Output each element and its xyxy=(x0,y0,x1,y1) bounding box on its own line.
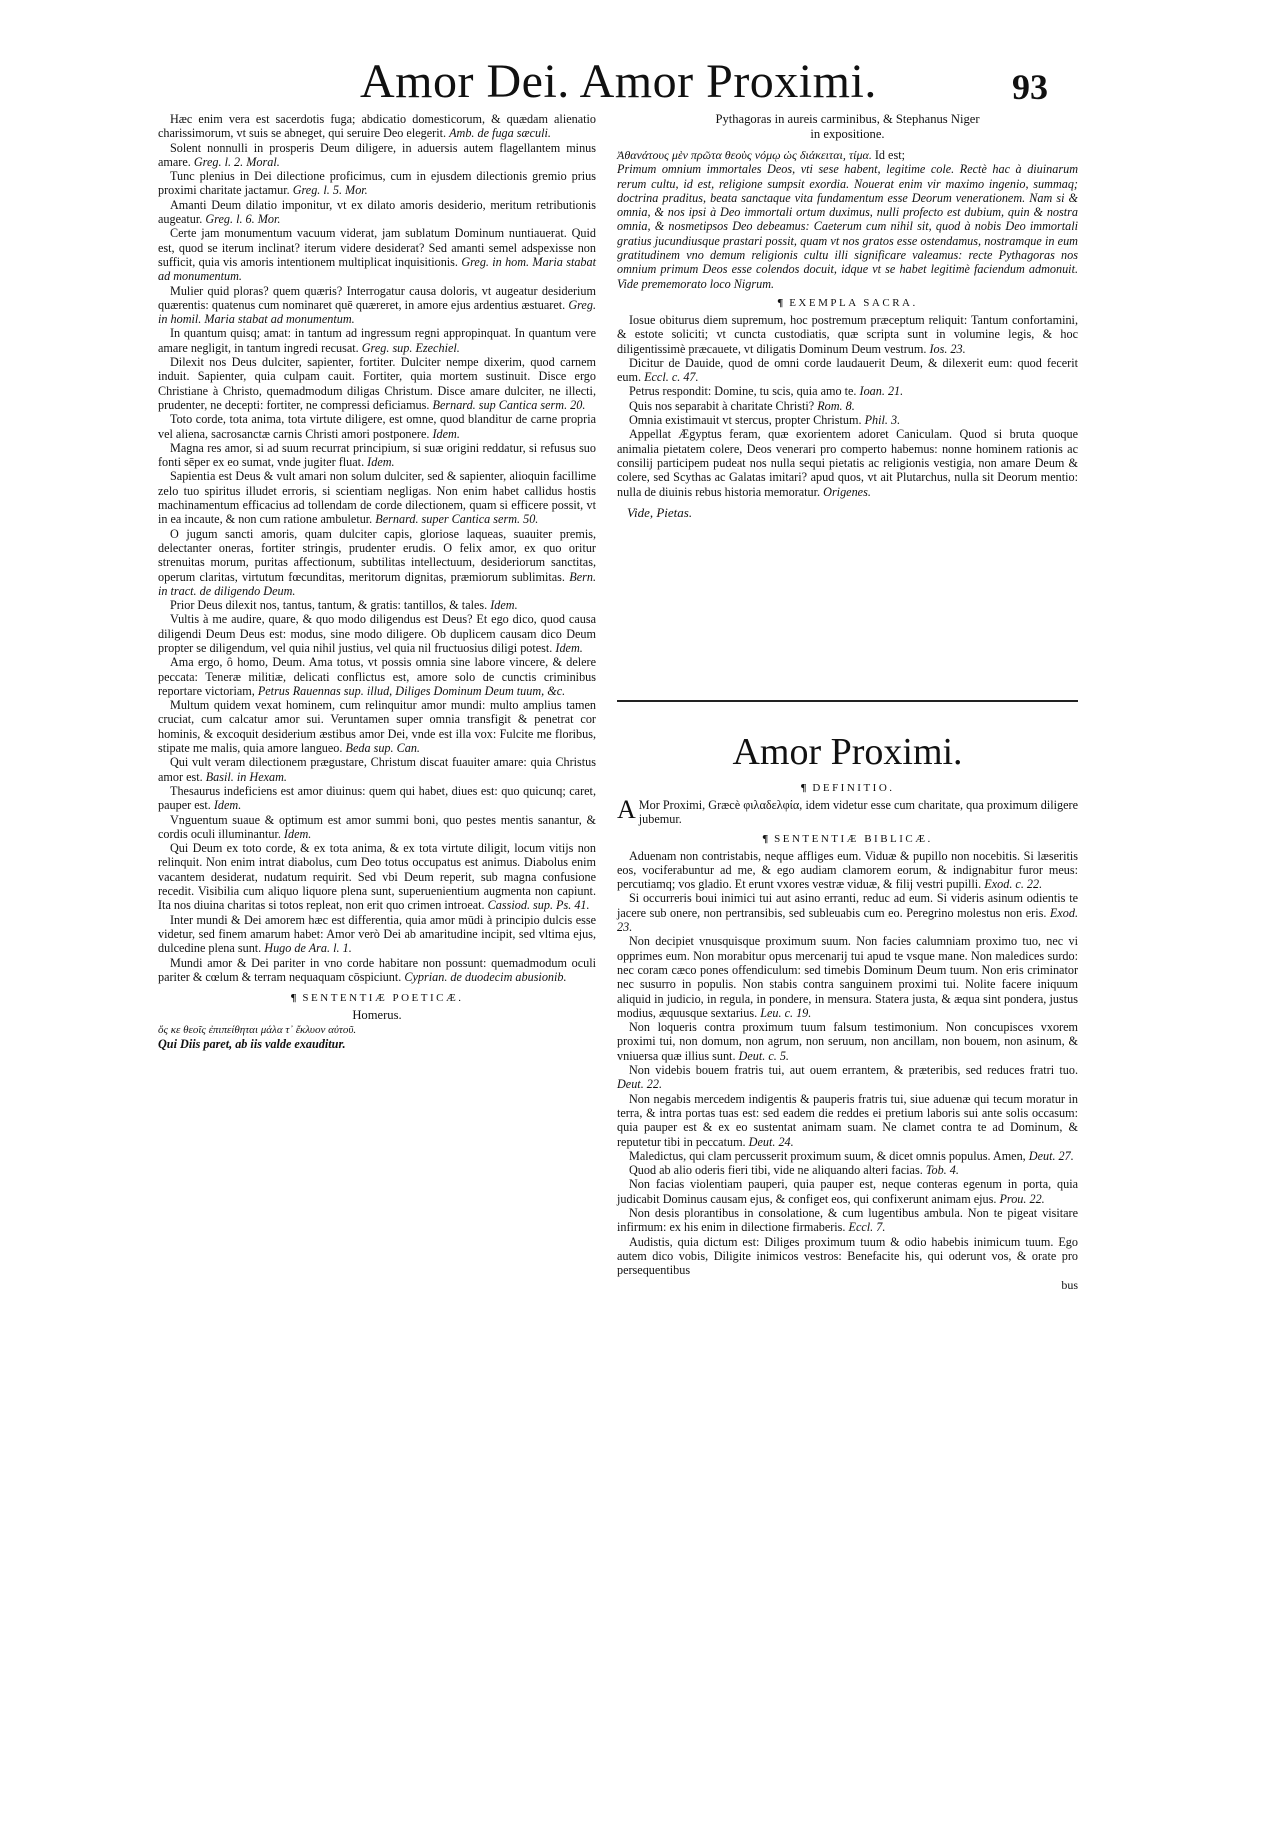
biblicae-heading: ¶ SENTENTIÆ BIBLICÆ. xyxy=(762,832,933,845)
definitio-text: Mor Proximi, Græcè φιλαδελφία, idem videtur esse cum charitate, qua proximum diligere jubemur. xyxy=(638,798,1078,827)
paragraph xyxy=(158,913,596,956)
paragraph xyxy=(617,1206,1078,1235)
citation: Cassiod. sup. Ps. 41. xyxy=(487,898,590,913)
paragraph xyxy=(617,427,1078,498)
paragraph xyxy=(617,891,1078,934)
citation: Rom. 8. xyxy=(817,398,855,413)
paragraph-text: Mulier quid ploras? quem quæris? Interrogatur causa doloris, vt augeatur desiderium quærentis: quatenus cum nominaret quē quæreret, in amore ejus ardentius æstuaret. xyxy=(158,283,596,312)
citation: Greg. l. 2. Moral. xyxy=(193,154,280,169)
paragraph xyxy=(617,934,1078,1020)
citation: Bernard. super Cantica serm. 50. xyxy=(375,512,539,527)
paragraph-text: Tunc plenius in Dei dilectione proficimus, cum in ejusdem dilectionis gremio prius proximi charitate jactamur. xyxy=(158,169,596,198)
citation: Petrus Rauennas sup. illud, Diliges Dominum Deum tuum, &c. xyxy=(257,683,566,698)
citation: Greg. in hom. Maria stabat ad monumentum. xyxy=(158,254,597,284)
citation: Idem. xyxy=(432,426,460,441)
greek-verse xyxy=(617,148,1078,162)
paragraph-text: Omnia existimauit vt stercus, propter Christum. xyxy=(629,413,862,428)
citation: Idem. xyxy=(283,826,312,841)
paragraph-text: Sapientia est Deus & vult amari non solum dulciter, sed & sapienter, alioquin facillime zelo tuo spiritus illudet erroris, si scientiam negligas. Non enim habet callidus hostis machinamentum efficacius ad tollendam de corde dilectionem, quam si efficere possit, vt in ea incaute, & non cum ratione ambuletur. xyxy=(158,469,596,527)
citation: Beda sup. Can. xyxy=(345,741,420,756)
paragraph-text: In quantum quisq; amat: in tantum ad ingressum regni appropinquat. In quantum vere amare negligit, in tantum ingredi recusat. xyxy=(158,326,596,355)
paragraph xyxy=(617,1149,1078,1163)
paragraph xyxy=(158,326,596,355)
citation: Greg. l. 5. Mor. xyxy=(292,183,368,198)
section-title: Amor Proximi. xyxy=(732,731,963,773)
citation: Idem. xyxy=(490,598,518,613)
exempla-list xyxy=(617,313,1078,499)
citation: Exod. 23. xyxy=(617,905,1079,935)
paragraph-text: Non facias violentiam pauperi, quia pauper est, neque conteras egenum in porta, quia judicabit Dominus causam ejus, & configet eos, qui confixerunt animam ejus. xyxy=(617,1177,1078,1206)
citation: Eccl. c. 47. xyxy=(644,370,699,385)
paragraph xyxy=(158,355,596,412)
citation: Cyprian. de duodecim abusionib. xyxy=(404,969,567,984)
running-header xyxy=(300,55,1100,108)
paragraph-text: Si occurreris boui inimici tui aut asino erranti, reduc ad eum. Si videris asinum odientis te jacere sub onere, non pertransibis, sed subleuabis cum eo. Peregrino molestus non eris. xyxy=(617,891,1078,920)
paragraph-text: Qui Deum ex toto corde, & ex tota anima, & ex tota virtute diligit, locum vitijs non relinquit. Non enim intrat diabolus, cum Deo totus occupatus est animus. Diabolus enim vacantem desiderat, nudatum requirit. Sed vbi Deum reperit, sub magna confusione recedit. Visibilia cum aliquo liquore plena sunt, superuenientium augmenta non capiunt. Ita nos diuina charitas si totos repleat, non erit quo crimen introeat. xyxy=(158,841,596,913)
citation: Tob. 4. xyxy=(925,1163,959,1178)
paragraph-text: Ama ergo, ô homo, Deum. Ama totus, vt possis omnia sine labore vincere, & delere peccata: Teneræ militiæ, delicati conflictus est, amore solo de cunctis criminibus reportare victoriam, xyxy=(158,655,596,698)
exempla-heading: ¶ EXEMPLA SACRA. xyxy=(777,296,918,309)
paragraph-text: Quod ab alio oderis fieri tibi, vide ne aliquando alteri facias. xyxy=(629,1163,923,1178)
amor-proximi-section xyxy=(617,712,1078,1293)
paragraph xyxy=(617,1163,1078,1177)
drop-cap: A xyxy=(617,795,636,824)
paragraph xyxy=(617,1020,1078,1063)
paragraph xyxy=(617,1177,1078,1206)
poet-name: Homerus. xyxy=(352,1008,402,1023)
paragraph-text: Solent nonnulli in prosperis Deum diligere, in aduersis autem flagellantem minus amare. xyxy=(158,140,596,169)
definitio-paragraph xyxy=(617,795,1078,827)
pilcrow-icon: ¶ xyxy=(290,992,297,1005)
paragraph-text: Prior Deus dilexit nos, tantus, tantum, & gratis: tantillos, & tales. xyxy=(170,598,488,613)
citation: Basil. in Hexam. xyxy=(205,769,287,784)
paragraph xyxy=(158,784,596,813)
paragraph xyxy=(158,169,596,198)
intro-line-2: in expositione. xyxy=(810,127,885,141)
paragraph-text: Iosue obiturus diem supremum, hoc postremum præceptum reliquit: Tantum confortamini, & estote soliciti; vt cuncta custodiatis, quæ scripta sunt in volumine legis, & hoc diligentissimè præcauete, vt diligatis Dominum Deum vestrum. xyxy=(617,312,1078,356)
paragraph-text: Aduenam non contristabis, neque affliges eum. Viduæ & pupillo non nocebitis. Si læseritis eos, vociferabuntur ad me, & ego audiam clamorem eorum, & indignabitur furor meus: percutiamq; vos gladio. Et erunt vxores vestræ viduæ, & filij vestri pupilli. xyxy=(617,848,1078,892)
running-title: Amor Dei. Amor Proximi. xyxy=(360,55,877,108)
citation: Exod. c. 22. xyxy=(984,877,1043,892)
citation: Deut. 24. xyxy=(748,1134,794,1149)
paragraph xyxy=(158,141,596,170)
greek-verse-line: ὅς κε θεοῖς ἐπιπείθηται μάλα τ᾽ ἔκλυον αὐτοῦ. xyxy=(158,1024,357,1037)
paragraph xyxy=(617,356,1078,385)
paragraph xyxy=(158,755,596,784)
paragraph-text: Non loqueris contra proximum tuum falsum testimonium. Non concupisces vxorem proximi tui, non domum, non agrum, non seruum, non ancillam, non bouem, non asinum, & vniuersa quæ illius sunt. xyxy=(617,1020,1078,1063)
citation: Phil. 3. xyxy=(864,413,901,428)
paragraph xyxy=(617,849,1078,892)
paragraph xyxy=(158,527,596,598)
citation: Idem. xyxy=(367,455,395,470)
paragraph xyxy=(158,412,596,441)
citation: Prou. 22. xyxy=(999,1191,1045,1206)
paragraph xyxy=(158,112,596,141)
paragraph xyxy=(617,1235,1078,1278)
paragraph xyxy=(158,655,596,698)
paragraph-text: Vultis à me audire, quare, & quo modo diligendus est Deus? Et ego dico, quod causa diligendi Deum Deus est: modus, sine modo diligere. Ob duplicem causam dico Deum propter se diligendum, vel quia nihil justius, vel quia nil fructuosius diligi potest. xyxy=(158,612,596,655)
paragraph xyxy=(158,598,596,612)
poetic-heading: ¶ SENTENTIÆ POETICÆ. xyxy=(290,992,464,1005)
paragraph-text: Toto corde, tota anima, tota virtute diligere, est omne, quod blanditur de carne propria vel aliena, sacrosanctæ carnis Christi amori postponere. xyxy=(158,412,596,441)
pilcrow-icon: ¶ xyxy=(762,832,769,845)
citation: Deut. 22. xyxy=(617,1077,663,1092)
citation: Bern. in tract. de diligendo Deum. xyxy=(158,569,597,598)
paragraph xyxy=(158,284,596,327)
intro-line-1: Pythagoras in aureis carminibus, & Stephanus Niger xyxy=(715,112,980,126)
citation: Leu. c. 19. xyxy=(760,1005,812,1020)
paragraph xyxy=(617,399,1078,413)
pilcrow-icon: ¶ xyxy=(777,296,784,309)
paragraph-text: Quis nos separabit à charitate Christi? xyxy=(629,398,815,413)
paragraph xyxy=(158,226,596,283)
paragraph-text: Non desis plorantibus in consolatione, & cum lugentibus ambula. Non te pigeat visitare infirmum: ex his enim in dilectione firmaberis. xyxy=(617,1206,1078,1235)
paragraph xyxy=(158,813,596,842)
citation: Deut. c. 5. xyxy=(738,1048,789,1063)
paragraph xyxy=(158,841,596,912)
citation: Ioan. 21. xyxy=(859,384,904,399)
citation: Origenes. xyxy=(823,484,871,499)
paragraph xyxy=(617,413,1078,427)
paragraph xyxy=(617,384,1078,398)
vide-reference: Vide, Pietas. xyxy=(627,504,693,520)
catchword: bus xyxy=(1061,1277,1078,1292)
citation: Idem. xyxy=(555,640,583,655)
paragraph-text: Dicitur de Dauide, quod de omni corde laudauerit Deum, & dilexerit eum: quod fecerit eum. xyxy=(617,355,1078,385)
paragraph-text: Maledictus, qui clam percusserit proximum suum, & dicet omnis populus. Amen, xyxy=(629,1148,1026,1163)
paragraph-text: Vnguentum suaue & optimum est amor summi boni, quo pestes mentis sanantur, & cordis oculi illuminantur. xyxy=(158,812,596,841)
paragraph-text: Multum quidem vexat hominem, cum relinquitur amor mundi: multo amplius tamen cruciat, cum calcatur amor sui. Veruntamen super omnia transfigit & penetrat cor hominis, & excoquit desiderium æstibus amor Dei, vnde est illa vox: Fulcite me floribus, stipate me malis, quia amore langueo. xyxy=(158,698,596,756)
section-rule xyxy=(617,700,1078,702)
citation: Idem. xyxy=(213,798,242,813)
paragraph xyxy=(158,698,596,755)
paragraph xyxy=(158,441,596,470)
paragraph xyxy=(617,313,1078,356)
citation: Greg. l. 6. Mor. xyxy=(205,212,281,227)
paragraph xyxy=(158,956,596,985)
citation: Greg. in homil. Maria stabat ad monumentum. xyxy=(158,297,596,327)
paragraph-text: Certe jam monumentum vacuum viderat, jam sublatum Dominum nuntiauerat. Quid est, quod se iterum inclinat? iterum videre desiderat? Sed amanti semel adspexisse non sufficit, quia vis amoris intentionem multiplicat inquisitionis. xyxy=(158,226,596,269)
paragraph-text: Non decipiet vnusquisque proximum suum. Non facies calumniam proximo tuo, nec vi opprimes eum. Non morabitur opus mercenarij tui apud te vsque mane. Non maledices surdo: nec coram cæco pones offendiculum: sed timebis Dominum Deum tuum. Non eris criminator nec susurro in populis. Non stabis contra sanguinem proximi tui. Nolite facere iniquum aliquid in judicio, in regula, in pondere, in mensura. Statera justa, & æqua sint pondera, justus modius, æquusque sextarius. xyxy=(617,934,1078,1020)
page-number: 93 xyxy=(1012,67,1048,107)
paragraph-text: O jugum sancti amoris, quam dulciter capis, gloriose laqueas, suauiter premis, delectanter oneras, fortiter stringis, prudenter erudis. O felix amor, ex quo oritur strenuitas morum, puritas affectionum, subtilitas intellectuum, desideriorum sanctitas, operum claritas, virtutum fœcunditas, meritorum dignitas, præmiorum sublimitas. xyxy=(158,526,596,584)
citation: Eccl. 7. xyxy=(848,1220,886,1235)
paragraph xyxy=(158,469,596,526)
paragraph-text: Mundi amor & Dei pariter in vno corde habitare non possunt: quemadmodum oculi pariter & cœlum & terram nequaquam cōspiciunt. xyxy=(158,955,596,984)
paragraph-text: Magna res amor, si ad suum recurrat principium, si suæ origini reddatur, si refusus suo fonti sēper ex eo sumat, vnde jugiter fluat. xyxy=(158,440,596,470)
paragraph-text: Hæc enim vera est sacerdotis fuga; abdicatio domesticorum, & quædam alienatio charissimorum, vt suis se abneget, qui seruire Deo elegerit. xyxy=(158,112,596,141)
citation: Ios. 23. xyxy=(929,341,966,356)
paragraph-text: Non negabis mercedem indigentis & pauperis fratris tui, siue aduenæ qui tecum moratur in terra, & intra portas tuas est: sed eadem die reddes ei pretium laboris sui ante solis occasum: quia pauper est & ex eo sustentat animam suam. Ne clamet contra te ad Dominum, & reputetur tibi in peccatum. xyxy=(617,1091,1078,1149)
latin-commentary: Primum omnium immortales Deos, vti sese habent, legitime cole. Rectè hac à diuinarum rerum cultu, id est, religione sumpsit exordia. Nouerat enim vir maximo ingenio, summaq; doctrina praditus, beata sanctaque vita fundamentum esse Deorum venerationem. Nam si & omnia, & nos ipsi à Deo immortali ortum duximus, nulli profecto est dubium, quin & nostra omnia, & nosmetipsos Deo debeamus: Caeterum cum nihil sit, quod à nobis Deo immortali gratius jucundiusque prastari possit, quam vt nos gratos esse ostendamus, nostramque in eum gratitudinem vno demum religionis cultu illi significare valeamus: recte Pythagoras nos omnium primum Deos esse colendos docuit, idque vt se habet legitimè faciendum admonuit. Vide prememorato loco Nigrum. xyxy=(617,162,1078,291)
paragraph-text: Appellat Ægyptus feram, quæ exorientem adoret Caniculam. Quod si bruta quoque animalia pietatem colere, Deos venerari pro comperto habemus: nonne hominem rationis ac consilij participem pudeat nos nulla sequi pietatis ac religionis vestigia, non amare Deum & colere, sed Scythas ac Galatas imitari? apud quos, vt ait Plutarchus, nulla sit Deorum mentio: nulla de diuinis rebus historia memoratur. xyxy=(617,427,1078,499)
paragraph xyxy=(158,198,596,227)
paragraph xyxy=(617,1092,1078,1149)
paragraph-text: Petrus respondit: Domine, tu scis, quia amo te. xyxy=(629,384,857,399)
citation: Hugo de Ara. l. 1. xyxy=(264,941,352,956)
greek-quote: Ἀθανάτους μὲν πρῶτα θεοὺς νόμῳ ὡς διάκειται, τίμα. xyxy=(617,148,872,162)
definitio-heading: ¶ DEFINITIO. xyxy=(800,782,895,794)
greek-tail: Id est; xyxy=(874,148,905,162)
left-column xyxy=(158,112,596,1052)
paragraph-text: Inter mundi & Dei amorem hæc est differentia, quia amor mūdi à principio dulcis esse videtur, sed finem amarum habet: Amor verò Dei ab amaritudine incipit, sed vltima ejus, dulcedine plena sunt. xyxy=(158,912,596,956)
citation: Amb. de fuga sæculi. xyxy=(449,126,551,141)
paragraph-text: Non videbis bouem fratris tui, aut ouem errantem, & præteribis, sed reduces fratri tuo. xyxy=(629,1063,1078,1078)
paragraph-text: Qui vult veram dilectionem prægustare, Christum discat fuauiter amare: quia Christus amor est. xyxy=(158,755,596,784)
latin-verse-line: Qui Diis paret, ab iis valde exauditur. xyxy=(158,1037,346,1052)
paragraph-text: Amanti Deum dilatio imponitur, vt ex dilato amoris desiderio, meritum retributionis augeatur. xyxy=(158,197,596,227)
citation: Deut. 27. xyxy=(1028,1148,1074,1163)
paragraph-text: Thesaurus indeficiens est amor diuinus: quem qui habet, diues est: quo quicunq; caret, pauper est. xyxy=(158,783,596,813)
citation: Bernard. sup Cantica serm. 20. xyxy=(432,397,586,412)
paragraph-text: Audistis, quia dictum est: Diliges proximum tuum & odio habebis inimicum tuum. Ego autem dico vobis, Diligite inimicos vestros: Benefacite his, qui oderunt vos, & orate pro persequentibus xyxy=(617,1234,1078,1278)
paragraph-text: Dilexit nos Deus dulciter, sapienter, fortiter. Dulciter nempe dixerim, quod carnem induit. Sapienter, quia culpam cauit. Fortiter, quia mortem sustinuit. Disce ergo Christiane à Christo, quemadmodum diligas Christum. Disce amare dulciter, ne illecti, prudenter, ne decepti: fortiter, ne compressi deficiamus. xyxy=(158,355,596,412)
right-column xyxy=(617,112,1078,521)
biblicae-list xyxy=(617,849,1078,1278)
citation: Greg. sup. Ezechiel. xyxy=(361,340,460,355)
pilcrow-icon: ¶ xyxy=(800,782,807,794)
paragraph xyxy=(158,612,596,655)
paragraph xyxy=(617,1063,1078,1092)
